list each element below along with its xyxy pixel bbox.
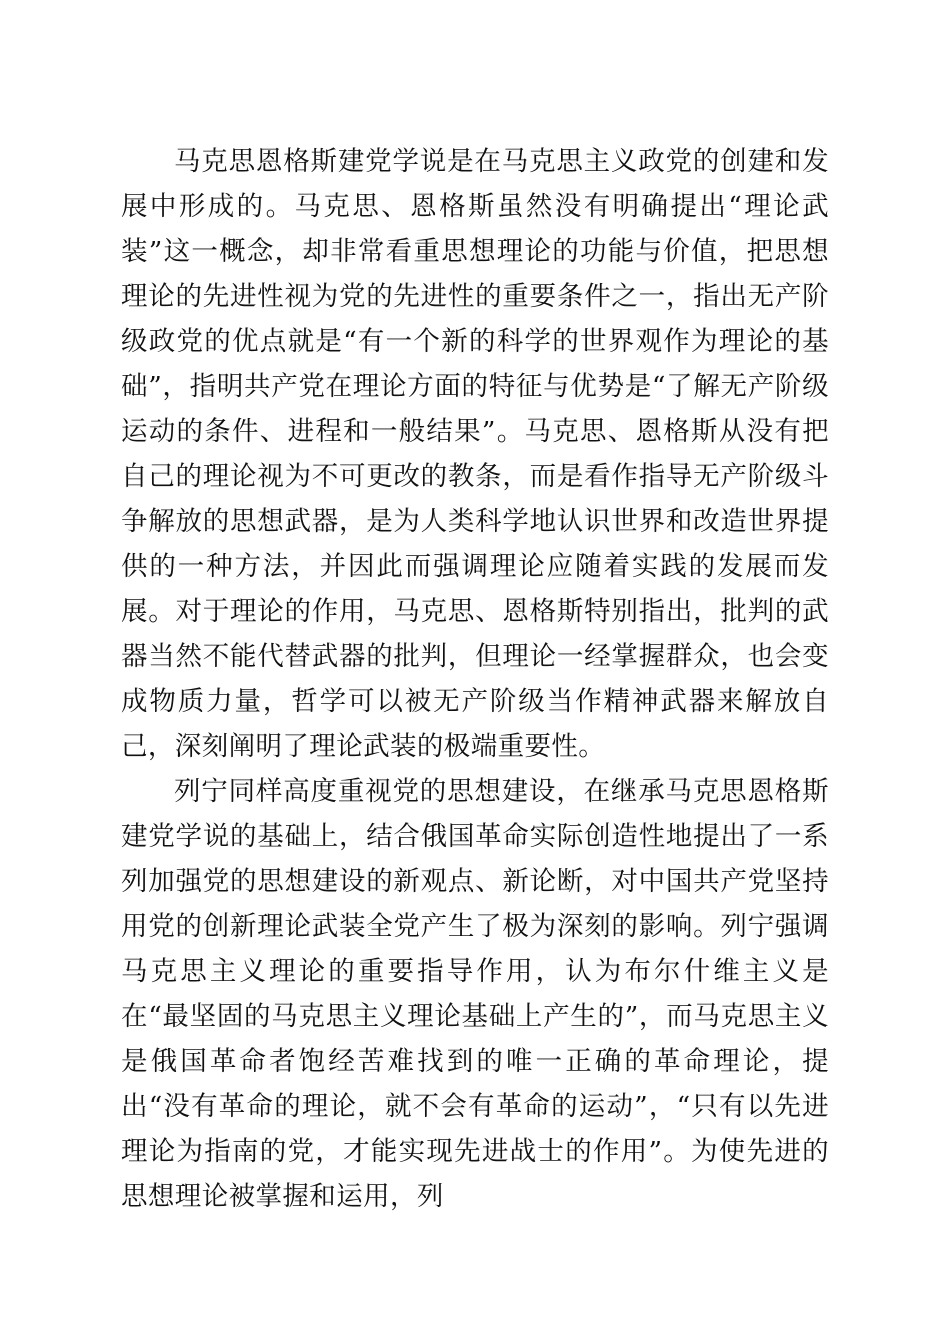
body-text — [121, 139, 829, 1219]
paragraph-lenin: 列宁同样高度重视党的思想建设，在继承马克思恩格斯建党学说的基础上，结合俄国革命实际创造性地提出了一系列加强党的思想建设的新观点、新论断，对中国共产党坚持用党的创新理论武装全党产生了极为深刻的影响。列宁强调马克思主义理论的重要指导作用，认为布尔什维主义是在“最坚固的马克思主义理论基础上产生的”，而马克思主义是俄国革命者饱经苦难找到的唯一正确的革命理论，提出“没有革命的理论，就不会有革命的运动”，“只有以先进理论为指南的党，才能实现先进战士的作用”。为使先进的思想理论被掌握和运用，列 — [121, 776, 829, 1212]
paragraph-marx-engels: 马克思恩格斯建党学说是在马克思主义政党的创建和发展中形成的。马克思、恩格斯虽然没有明确提出“理论武装”这一概念，却非常看重思想理论的功能与价值，把思想理论的先进性视为党的先进性的重要条件之一，指出无产阶级政党的优点就是“有一个新的科学的世界观作为理论的基础”，指明共产党在理论方面的特征与优势是“了解无产阶级运动的条件、进程和一般结果”。马克思、恩格斯从没有把自己的理论视为不可更改的教条，而是看作指导无产阶级斗争解放的思想武器，是为人类科学地认识世界和改造世界提供的一种方法，并因此而强调理论应随着实践的发展而发展。对于理论的作用，马克思、恩格斯特别指出，批判的武器当然不能代替武器的批判，但理论一经掌握群众，也会变成物质力量，哲学可以被无产阶级当作精神武器来解放自己，深刻阐明了理论武装的极端重要性。 — [121, 146, 829, 762]
